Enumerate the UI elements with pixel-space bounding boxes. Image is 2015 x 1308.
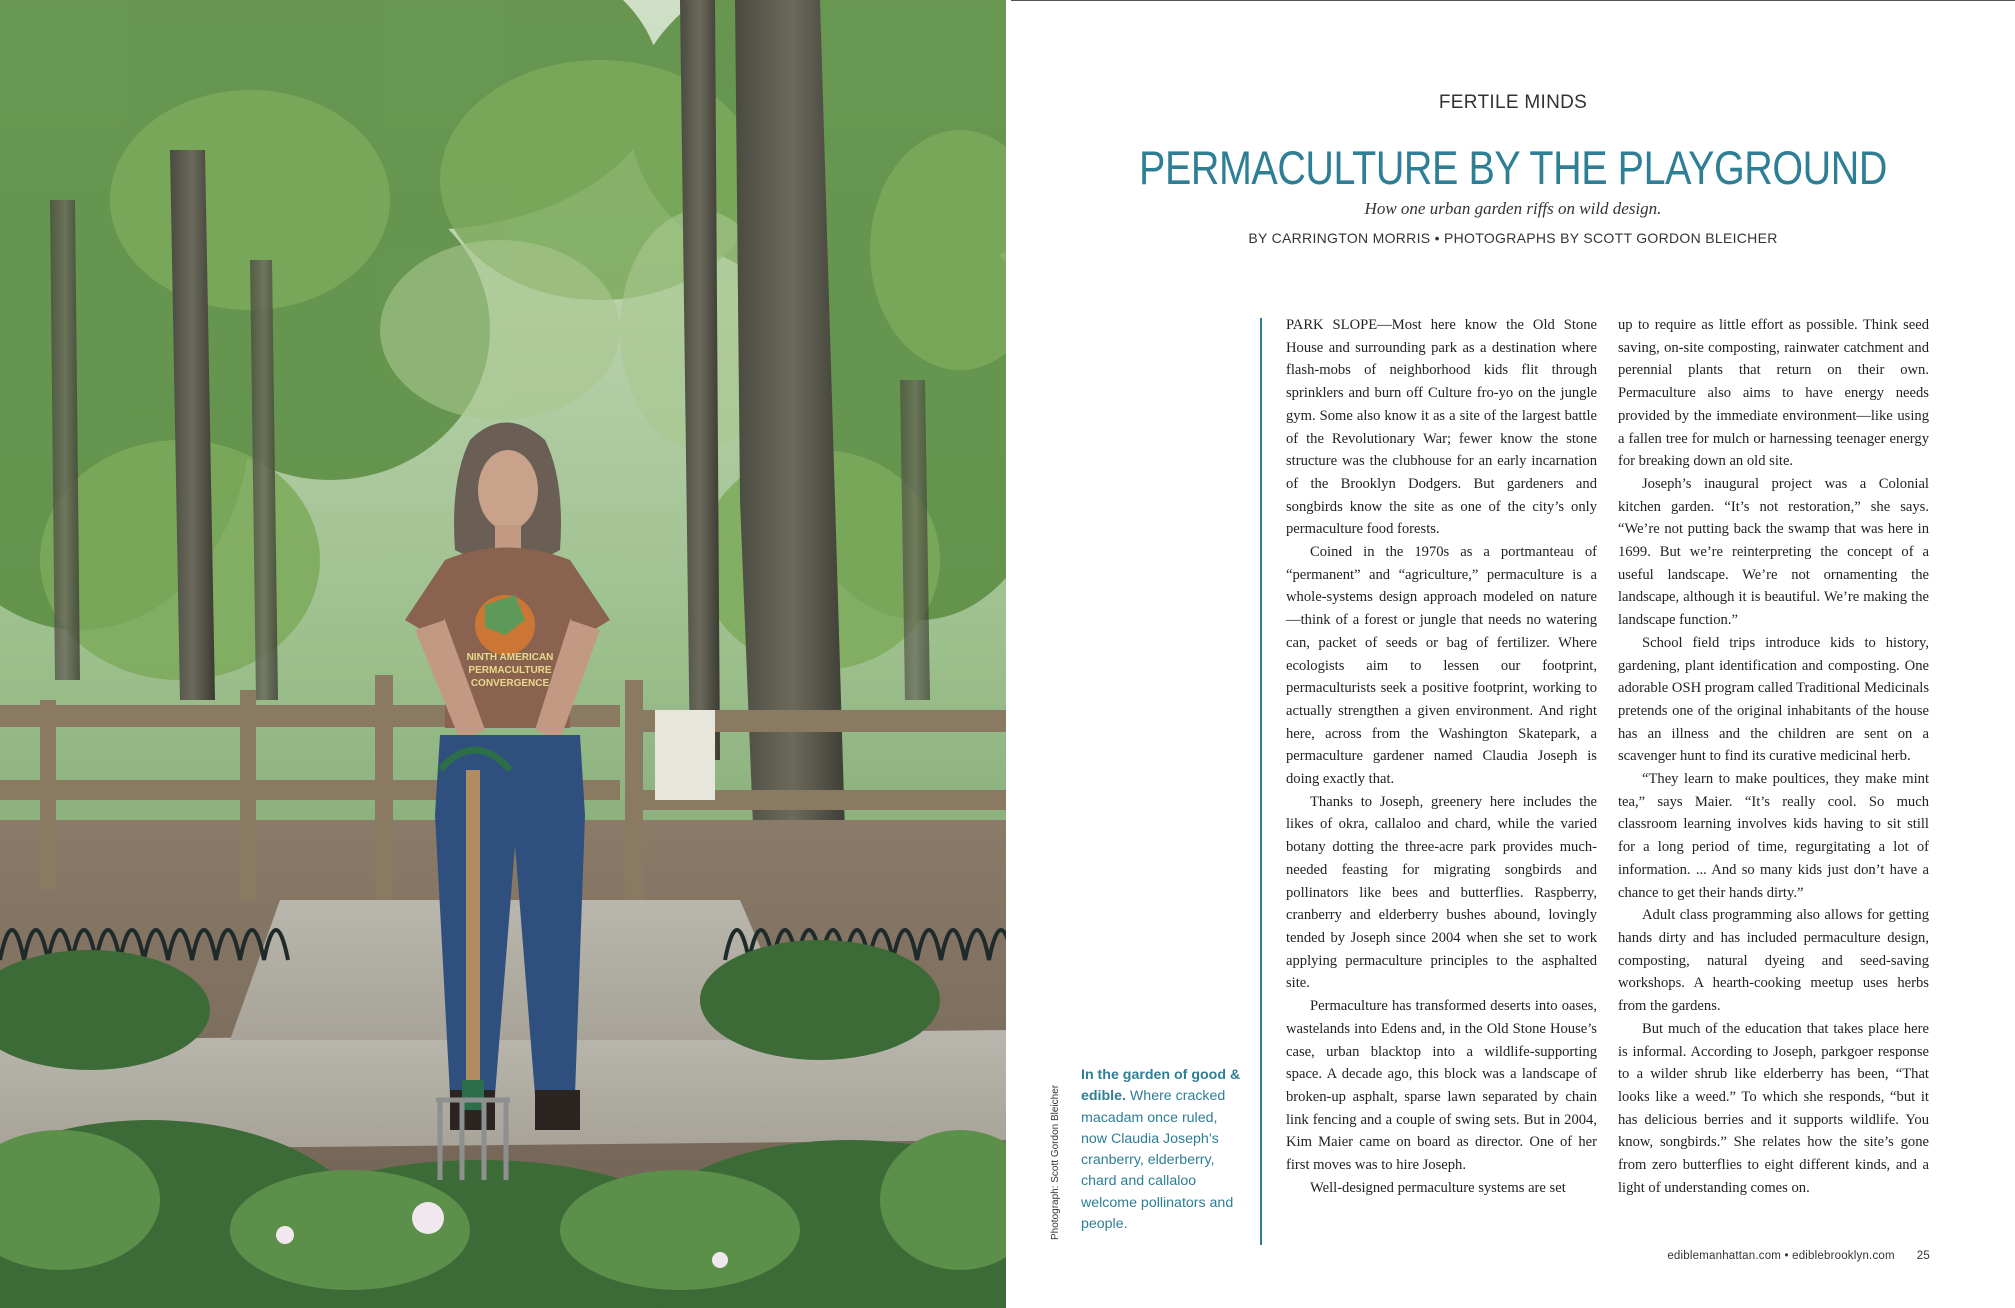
shirt-text-line-1: NINTH AMERICAN [466, 652, 554, 663]
paragraph: Thanks to Joseph, greenery here includes the likes of okra, callaloo and chard, while the varied botany dotting the three-acre park provides much-needed feasting for migrating songbirds and pollinators like bees and butterflies. Raspberry, cranberry and elderberry bushes abound, lovingly tended by Joseph since 2004 when she set to work applying permaculture principles to the asphalted site. [1286, 793, 1597, 992]
paragraph: Coined in the 1970s as a portmanteau of “permanent” and “agriculture,” permaculture is a whole-systems design approach modeled on nature—think of a forest or jungle that needs no watering can, packet of seeds or bag of fertilizer. Where ecologists aim to lessen our footprint, permaculturists seek a positive footprint, working to actually strengthen a given environment. And right here, across from the Washington Skatepark, a permaculture gardener named Claudia Joseph is doing exactly that. [1286, 544, 1597, 788]
shirt-text-line-2: PERMACULTURE [468, 665, 552, 676]
paragraph: Well-designed permaculture systems are set [1310, 1179, 1566, 1196]
article-column-2 [1618, 314, 1929, 1199]
dek: How one urban garden riffs on wild design. [1364, 199, 1662, 218]
photo-caption [1081, 1065, 1241, 1235]
paragraph: Adult class programming also allows for getting hands dirty and has included permaculture design, composting, natural dyeing and seed-saving workshops. A hearth-cooking meetup uses herbs from the gardens. [1618, 907, 1929, 1015]
byline: BY CARRINGTON MORRIS • PHOTOGRAPHS BY SCOTT GORDON BLEICHER [1248, 230, 1778, 246]
shirt-text-line-3: CONVERGENCE [470, 678, 550, 689]
paragraph: PARK SLOPE—Most here know the Old Stone House and surrounding park as a destination where flash-mobs of neighborhood kids flit through sprinklers and burn off Culture fro-yo on the jungle gym. Some also know it as a site of the largest battle of the Revolutionary War; fewer know the stone structure was the clubhouse for an early incarnation of the Brooklyn Dodgers. But gardeners and songbirds know the site as one of the city’s only permaculture food forests. [1286, 317, 1597, 538]
section-label: FERTILE MINDS [1438, 92, 1588, 113]
page-footer [1667, 1250, 1930, 1262]
headline: PERMACULTURE BY THE PLAYGROUND [1139, 141, 1887, 194]
caption-text: Where cracked macadam once ruled, now Claudia Joseph’s cranberry, elderberry, chard and callaloo welcome pollinators and people. [1081, 1088, 1234, 1233]
paragraph: up to require as little effort as possible. Think seed saving, on-site composting, rainwater catchment and perennial plants that return on their own. Permaculture also aims to have energy needs provided by the immediate environment—like using a fallen tree for mulch or harnessing teenager energy for breaking down an old site. [1618, 317, 1929, 470]
page-number: 25 [1916, 1250, 1930, 1262]
article-column-1 [1286, 314, 1597, 1199]
paragraph: Joseph’s inaugural project was a Colonial kitchen garden. “It’s not restoration,” she says. “We’re not putting back the swamp that was here in 1699. But we’re reinterpreting the concept of a useful landscape. We’re not ornamenting the landscape, although it is beautiful. We’re making the landscape function.” [1618, 475, 1929, 629]
caption-lead: In the garden of good & edible. [1081, 1067, 1241, 1105]
footer-websites: ediblemanhattan.com • ediblebrooklyn.com [1667, 1250, 1895, 1262]
article-page [1011, 0, 2015, 1308]
paragraph: Permaculture has transformed deserts into oases, wastelands into Edens and, in the Old Stone House’s case, urban blacktop into a wildlife-supporting space. A decade ago, this block was a landscape of broken-up asphalt, sparse lawn separated by chain link fencing and a couple of swing sets. But in 2004, Kim Maier came on board as director. One of her first moves was to hire Joseph. [1286, 998, 1597, 1174]
column-rule [1260, 318, 1262, 1245]
photo-credit: Photograph: Scott Gordon Bleicher [1050, 1084, 1061, 1240]
top-border [1011, 0, 2015, 1]
paragraph: But much of the education that takes place here is informal. According to Joseph, parkgoer response to a wilder shrub like elderberry has been, “That looks like a weed.” To which she responds, “but it has delicious berries and it supports wildlife. You know, songbirds.” She relates how the site’s gone from zero butterflies to eight different kinds, and a light of understanding comes on. [1618, 1020, 1929, 1196]
paragraph: “They learn to make poultices, they make mint tea,” says Maier. “It’s really cool. So much classroom learning involves kids having to sit still for a long period of time, regurgitating a lot of information. ... And so many kids just don’t have a chance to get their hands dirty.” [1618, 771, 1929, 901]
paragraph: School field trips introduce kids to history, gardening, plant identification and composting. One adorable OSH program called Traditional Medicinals pretends one of the original inhabitants of the house has an illness and the children are sent on a scavenger hunt to find its curative medicinal herb. [1618, 634, 1929, 765]
